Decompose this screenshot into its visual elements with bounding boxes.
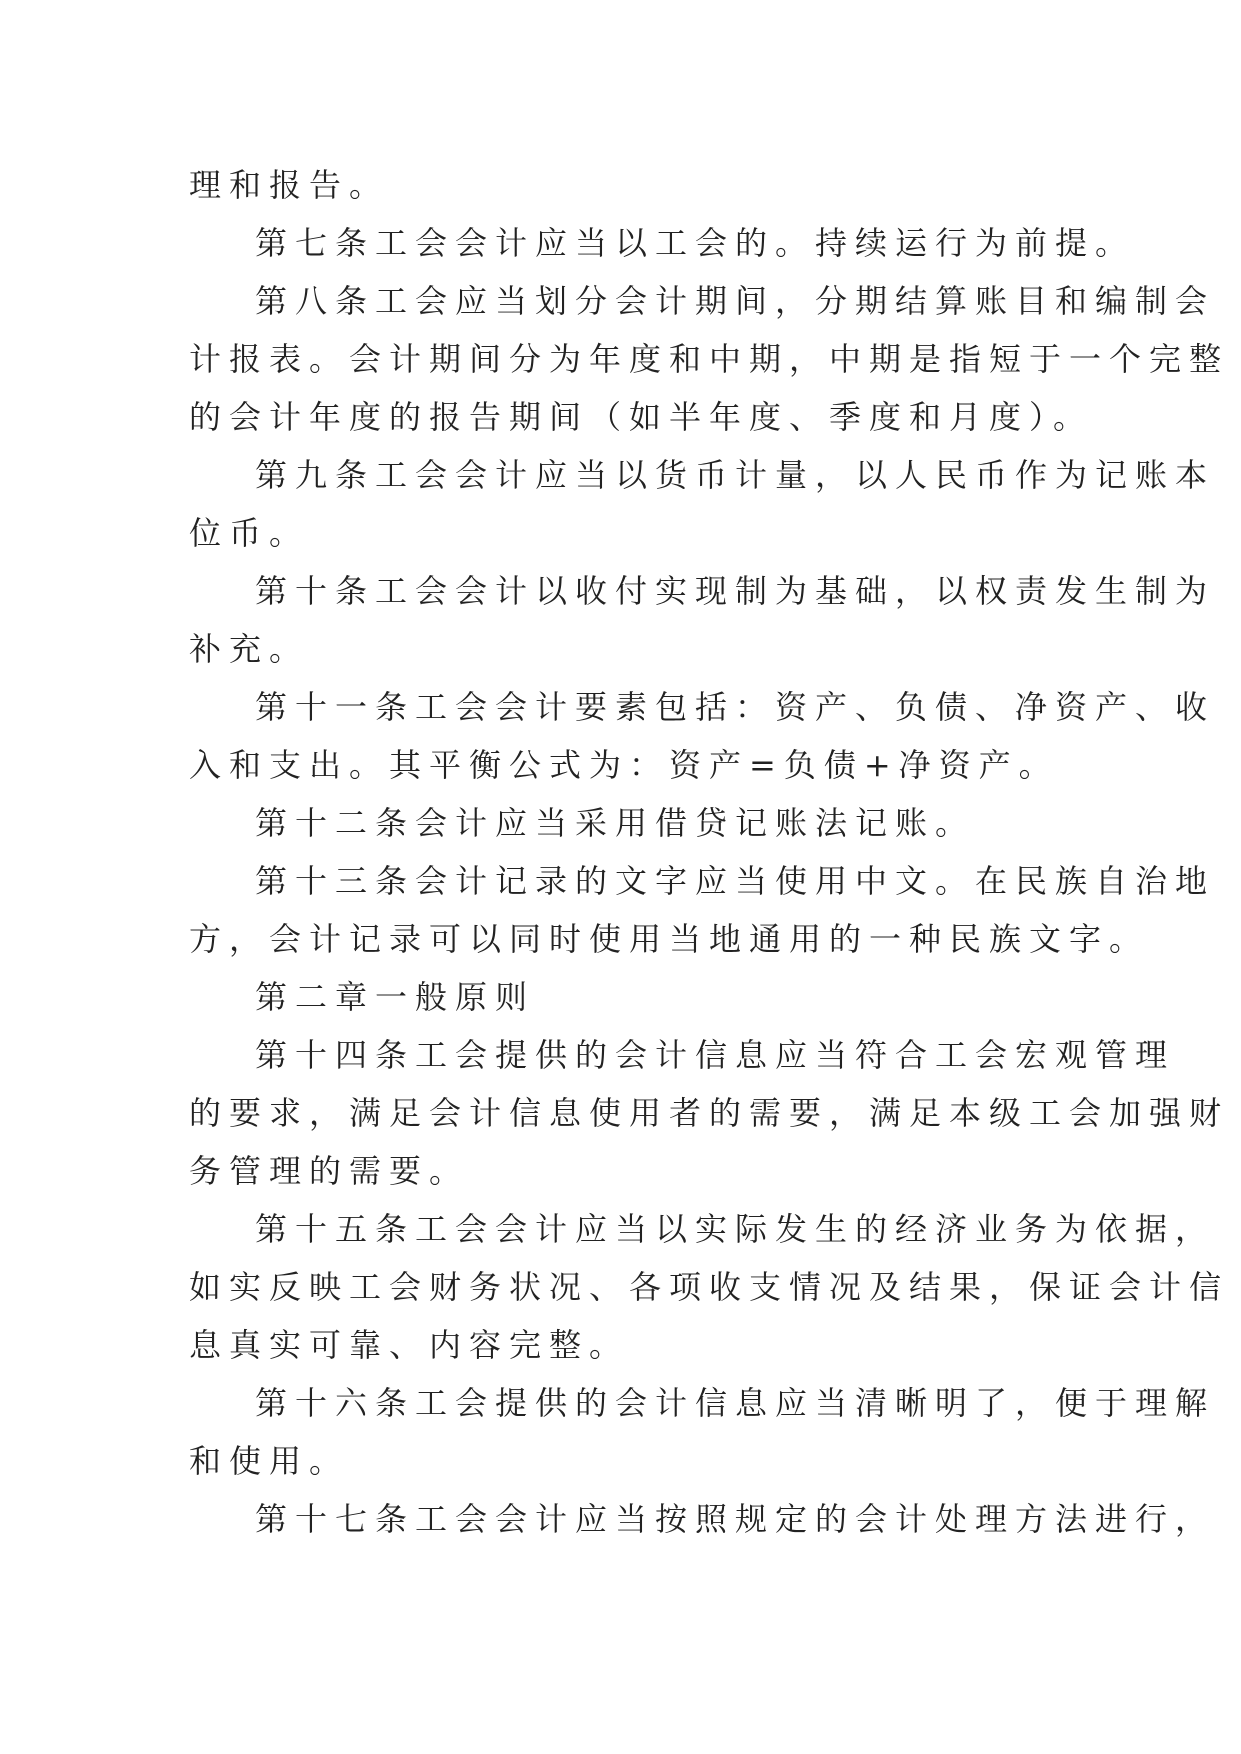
document-paragraph [189, 678, 1216, 794]
document-paragraph [189, 1200, 1230, 1374]
document-paragraph [189, 1026, 1230, 1200]
text-line: 第十六条工会提供的会计信息应当清晰明了，便于理解 [255, 1384, 1216, 1422]
text-line: 位币。 [189, 514, 310, 552]
text-line: 如实反映工会财务状况、各项收支情况及结果，保证会计信 [189, 1268, 1230, 1306]
text-line: 的会计年度的报告期间（如半年度、季度和月度）。 [189, 398, 1094, 436]
text-line: 息真实可靠、内容完整。 [189, 1326, 630, 1364]
text-line: 第十一条工会会计要素包括：资产、负债、净资产、收 [255, 688, 1216, 726]
document-paragraph [189, 968, 1051, 1026]
text-line: 入和支出。其平衡公式为：资产=负债+净资产。 [189, 746, 1059, 784]
text-line: 第二章一般原则 [255, 978, 536, 1016]
text-line: 计报表。会计期间分为年度和中期，中期是指短于一个完整 [189, 340, 1230, 378]
text-line: 第九条工会会计应当以货币计量，以人民币作为记账本 [255, 456, 1216, 494]
document-paragraph [189, 272, 1230, 446]
document-paragraph [189, 1374, 1216, 1490]
text-line: 理和报告。 [189, 166, 390, 204]
document-paragraph [189, 446, 1216, 562]
text-line: 第十条工会会计以收付实现制为基础，以权责发生制为 [255, 572, 1216, 610]
text-line: 务管理的需要。 [189, 1152, 470, 1190]
text-line: 第十二条会计应当采用借贷记账法记账。 [255, 804, 976, 842]
text-line: 方，会计记录可以同时使用当地通用的一种民族文字。 [189, 920, 1150, 958]
document-paragraph [189, 156, 1051, 214]
text-line: 第十三条会计记录的文字应当使用中文。在民族自治地 [255, 862, 1216, 900]
text-line: 第八条工会应当划分会计期间，分期结算账目和编制会 [255, 282, 1216, 320]
document-paragraph [189, 852, 1216, 968]
document-paragraph [189, 562, 1216, 678]
text-line: 第十七条工会会计应当按照规定的会计处理方法进行， [255, 1500, 1216, 1538]
text-line: 第十四条工会提供的会计信息应当符合工会宏观管理 [255, 1036, 1176, 1074]
text-line: 第十五条工会会计应当以实际发生的经济业务为依据， [255, 1210, 1216, 1248]
text-line: 补充。 [189, 630, 310, 668]
text-line: 的要求，满足会计信息使用者的需要，满足本级工会加强财 [189, 1094, 1230, 1132]
document-body [189, 156, 1230, 1548]
text-line: 第七条工会会计应当以工会的。持续运行为前提。 [255, 224, 1136, 262]
document-paragraph [189, 214, 1136, 272]
text-line: 和使用。 [189, 1442, 350, 1480]
document-paragraph [189, 1490, 1216, 1548]
document-paragraph [189, 794, 1051, 852]
